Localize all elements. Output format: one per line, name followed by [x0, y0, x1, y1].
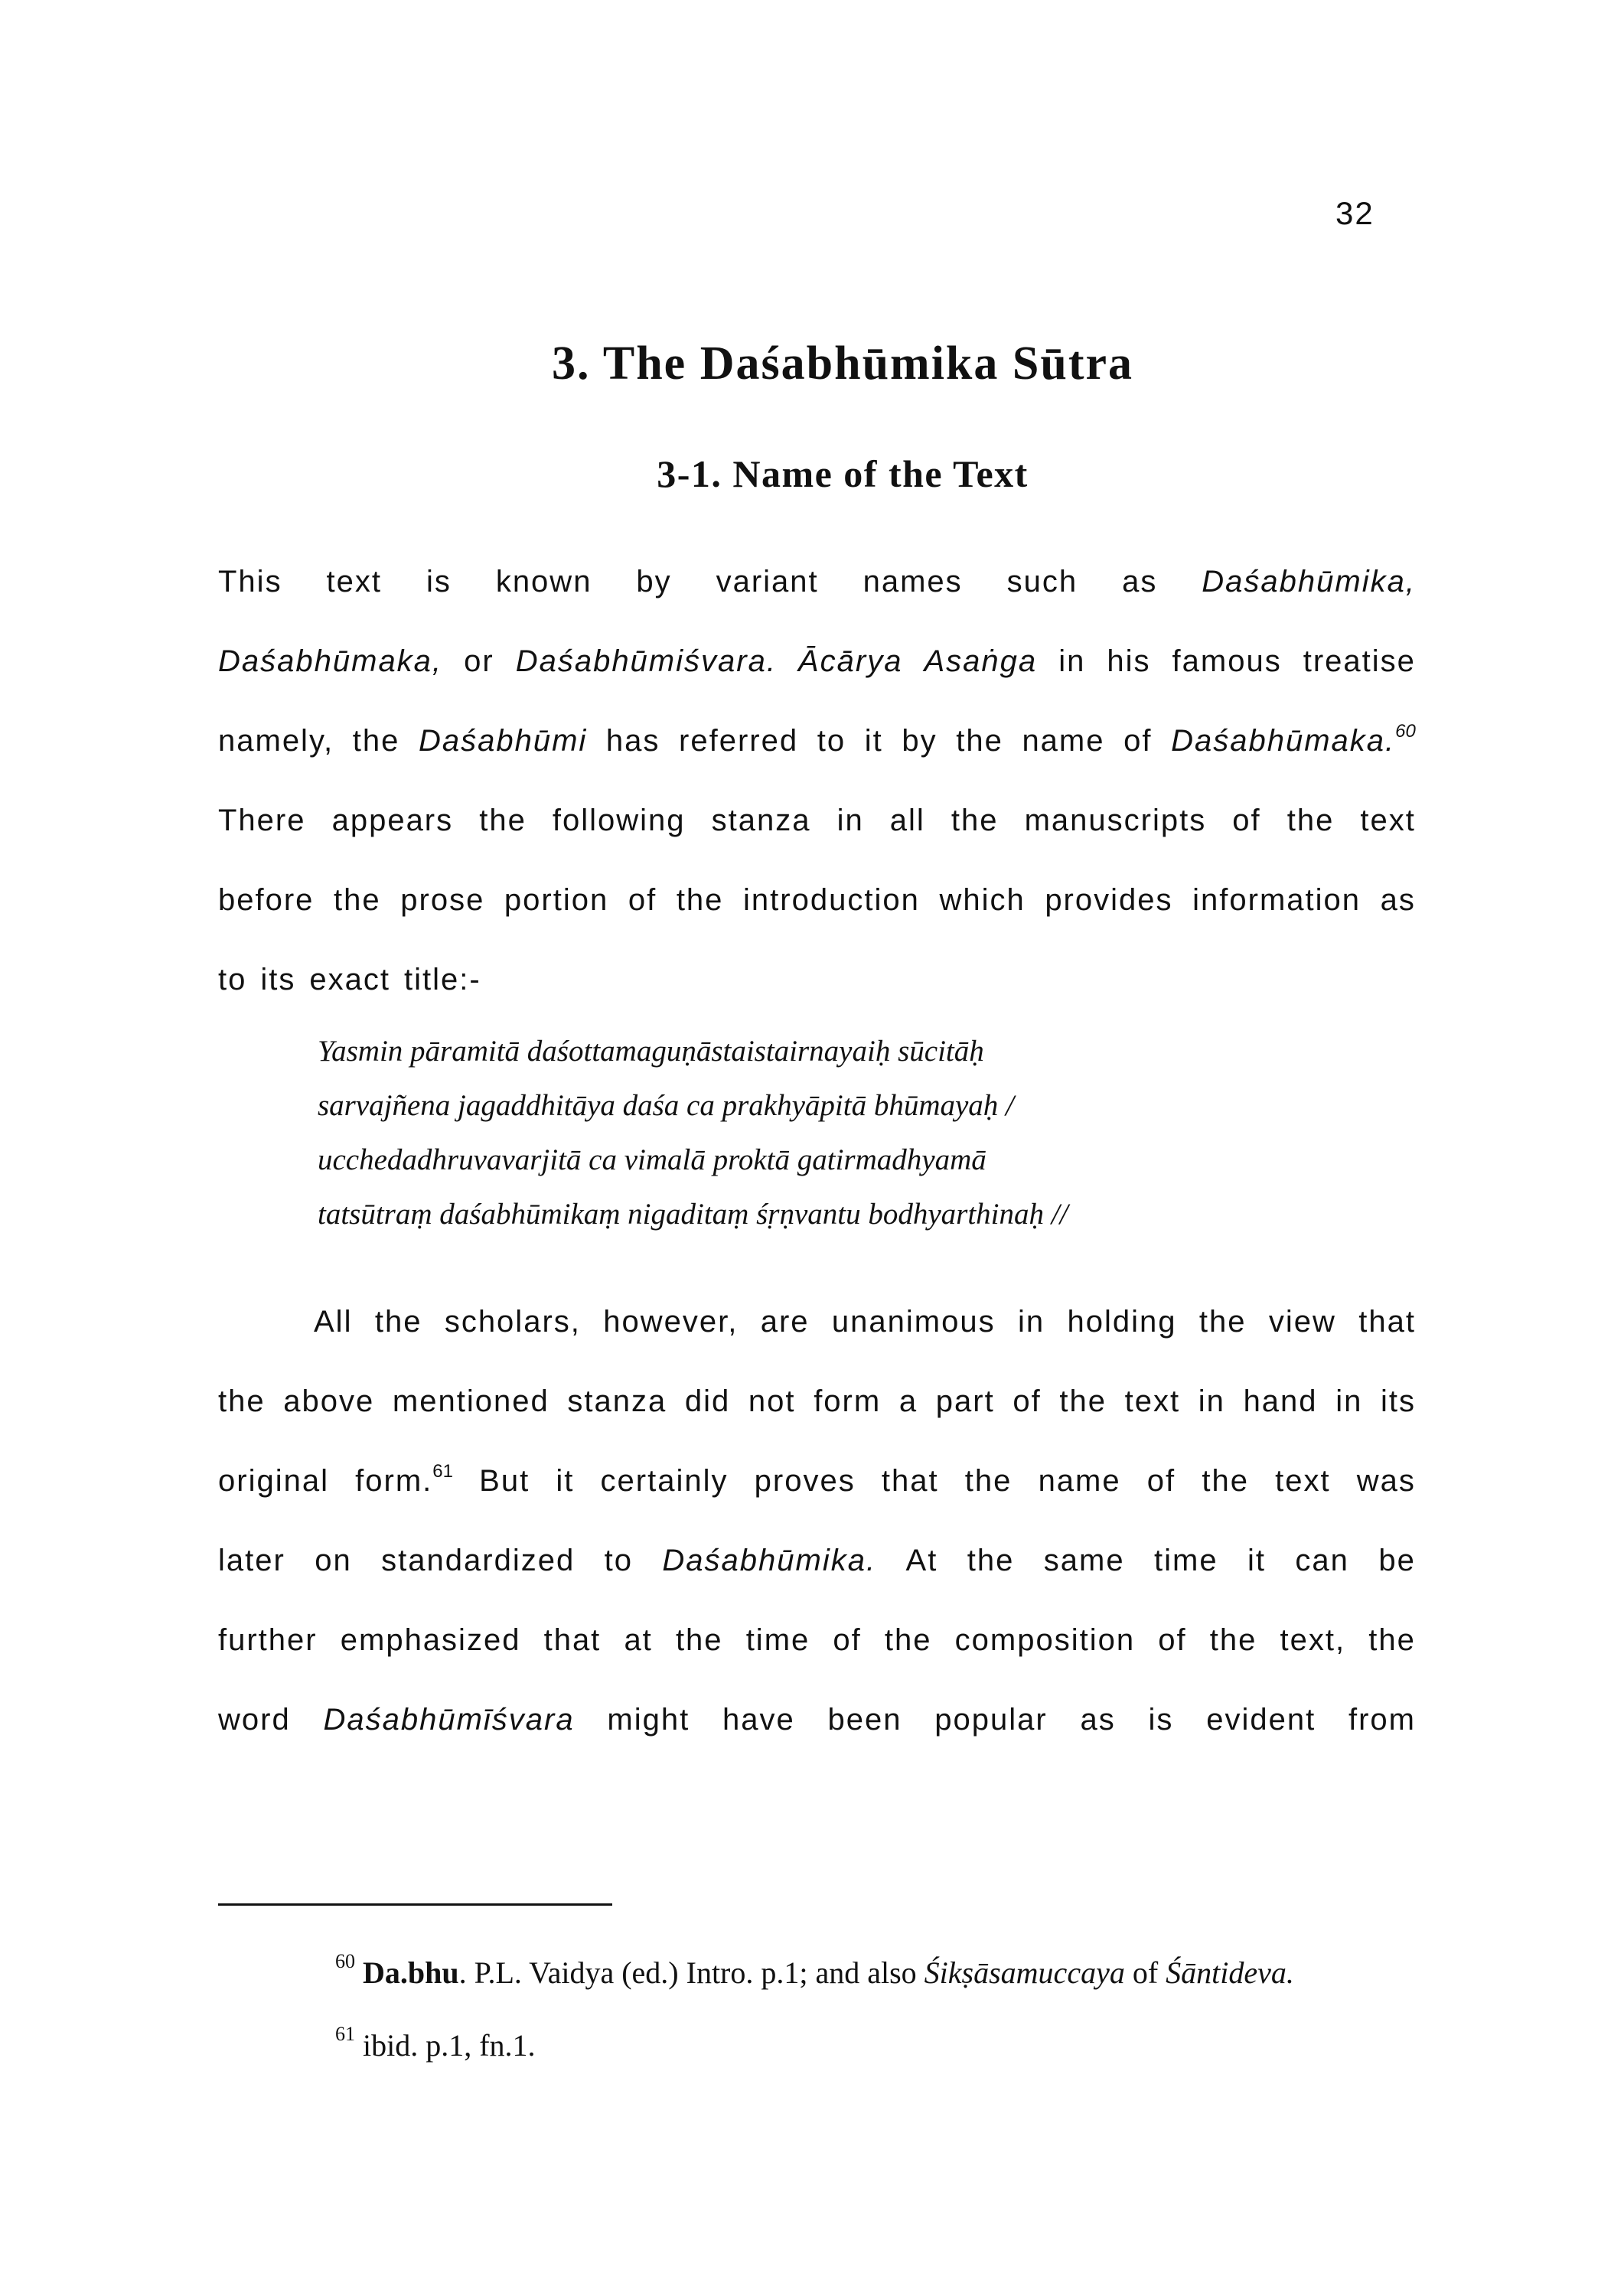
word: at [624, 1623, 653, 1657]
word: introduction [743, 883, 920, 917]
word: Daśabhūmiśvara. [515, 644, 777, 678]
word: stanza [567, 1384, 667, 1418]
word: the [1209, 1623, 1257, 1657]
text-line [218, 860, 1416, 940]
word: is [1148, 1703, 1174, 1737]
text-line [218, 542, 1416, 621]
paragraph-1 [218, 542, 1416, 1019]
word: not [748, 1384, 796, 1418]
word: unanimous [831, 1305, 996, 1339]
word: the [951, 804, 999, 837]
word: been [827, 1703, 902, 1737]
word: the [479, 804, 527, 837]
word: of [833, 1623, 862, 1657]
word: time [1154, 1544, 1218, 1577]
word: emphasized [340, 1623, 521, 1657]
word: form [814, 1384, 882, 1418]
word: text [1360, 804, 1416, 837]
word: known [495, 565, 592, 598]
word: the [956, 724, 1003, 758]
word: might [607, 1703, 690, 1737]
footnote-text: Śāntideva. [1166, 1955, 1294, 1990]
text-line [218, 781, 1416, 860]
word: all [889, 804, 925, 837]
text-line [218, 1282, 1416, 1362]
word: same [1043, 1544, 1125, 1577]
word: its [1381, 1384, 1416, 1418]
word: by [902, 724, 938, 758]
word: famous [1172, 644, 1282, 678]
word: time [745, 1623, 810, 1657]
word: Daśabhūmi [418, 724, 588, 758]
word: such [1006, 565, 1078, 598]
word: the [1368, 1623, 1416, 1657]
word: Daśabhūmīśvara [323, 1703, 575, 1737]
word: the [374, 1305, 422, 1339]
word: word [218, 1703, 291, 1737]
word: prose [400, 883, 485, 917]
stanza [318, 1024, 1389, 1241]
word: by [636, 565, 672, 598]
word: form.$^{61}$ [355, 1461, 453, 1498]
word: the [964, 1464, 1013, 1498]
word: of [1146, 1464, 1176, 1498]
word: appears [331, 804, 454, 837]
word: has [605, 724, 660, 758]
footnote-text: Śikṣāsamuccaya [924, 1955, 1125, 1990]
word: be [1378, 1544, 1416, 1577]
word: exact [309, 963, 390, 996]
text-line [218, 621, 1416, 701]
word: proves [754, 1464, 856, 1498]
word: in [1017, 1305, 1045, 1339]
word: the [967, 1544, 1015, 1577]
word: to [604, 1544, 633, 1577]
word: the [884, 1623, 932, 1657]
word: title:- [403, 963, 481, 996]
word: his [1107, 644, 1151, 678]
footnote-ref: 60 [1395, 721, 1416, 742]
word: But [479, 1464, 530, 1498]
word: however, [603, 1305, 739, 1339]
word: stanza [711, 804, 811, 837]
word: the [1059, 1384, 1107, 1418]
word: Daśabhūmika. [662, 1544, 877, 1577]
word: that [543, 1623, 602, 1657]
word: view [1268, 1305, 1336, 1339]
text-line [218, 1521, 1416, 1600]
word: its [260, 963, 296, 996]
word: was [1356, 1464, 1416, 1498]
word: referred [679, 724, 799, 758]
word: a [898, 1384, 918, 1418]
word: text [1124, 1384, 1181, 1418]
text-line [218, 1680, 1416, 1760]
word: of [628, 883, 657, 917]
word: treatise [1303, 644, 1416, 678]
word: manuscripts [1024, 804, 1207, 837]
word: All [314, 1305, 353, 1339]
stanza-line: tatsūtraṃ daśabhūmikaṃ nigaditaṃ śṛṇvantu bodhyarthinaḥ // [318, 1198, 1068, 1231]
word: the [334, 883, 381, 917]
word: information [1192, 883, 1361, 917]
word: name [1022, 724, 1105, 758]
word: as [1122, 565, 1158, 598]
footnote-text: . P.L. Vaidya (ed.) Intro. p.1; and also [458, 1955, 925, 1990]
word: before [218, 883, 315, 917]
word: to [218, 963, 247, 996]
word: of [1013, 1384, 1042, 1418]
word: on [315, 1544, 352, 1577]
word: Ācārya [797, 644, 903, 678]
word: in [836, 804, 864, 837]
word: following [552, 804, 686, 837]
word: Daśabhūmaka.$^{60}$ [1171, 721, 1416, 758]
section-title: 3-1. Name of the Text [657, 452, 1029, 495]
footnote-text: of [1124, 1955, 1166, 1990]
word: text [326, 565, 383, 598]
word: popular [934, 1703, 1048, 1737]
footnote [335, 1936, 1294, 2009]
word: the [1198, 1305, 1247, 1339]
text-line [218, 1441, 1416, 1521]
word: part [935, 1384, 995, 1418]
word: text [1275, 1464, 1331, 1498]
word: which [939, 883, 1026, 917]
word: original [218, 1464, 329, 1498]
word: provides [1045, 883, 1173, 917]
word: the [1286, 804, 1335, 837]
word: standardized [381, 1544, 576, 1577]
word: evident [1206, 1703, 1316, 1737]
footnotes [335, 1936, 1294, 2082]
word: is [426, 565, 452, 598]
word: of [1232, 804, 1261, 837]
word: it [864, 724, 883, 758]
word: of [1123, 724, 1153, 758]
footnote-ref: 61 [432, 1461, 453, 1482]
word: Daśabhūmaka, [218, 644, 443, 678]
word: have [722, 1703, 795, 1737]
word: holding [1067, 1305, 1177, 1339]
stanza-line: sarvajñena jagaddhitāya daśa ca prakhyāpitā bhūmayaḥ / [318, 1089, 1014, 1122]
text-line [218, 1362, 1416, 1441]
word: as [1380, 883, 1416, 917]
word: name [1038, 1464, 1121, 1498]
word: later [218, 1544, 285, 1577]
word: certainly [600, 1464, 729, 1498]
word: text, [1280, 1623, 1346, 1657]
footnote-number: 60 [335, 1950, 355, 1972]
page-number: 32 [1335, 195, 1375, 231]
word: to [817, 724, 846, 758]
word: hand [1243, 1384, 1318, 1418]
word: the [1202, 1464, 1249, 1498]
word: are [760, 1305, 810, 1339]
word: This [218, 565, 282, 598]
footnote-text: Da.bhu [363, 1955, 459, 1990]
word: in [1335, 1384, 1363, 1418]
word: Asaṅga [924, 644, 1038, 678]
word: the [676, 883, 724, 917]
stanza-line: ucchedadhruvavarjitā ca vimalā proktā gatirmadhyamā [318, 1143, 986, 1176]
word: the [352, 724, 400, 758]
word: in [1198, 1384, 1225, 1418]
footnote-number: 61 [335, 2023, 355, 2045]
footnote-text: ibid. p.1, fn.1. [363, 2028, 536, 2063]
text-line [218, 1600, 1416, 1680]
word: can [1295, 1544, 1349, 1577]
paragraph-2 [218, 1282, 1416, 1760]
word: further [218, 1623, 318, 1657]
word: the [218, 1384, 266, 1418]
word: did [684, 1384, 731, 1418]
word: the [675, 1623, 723, 1657]
word: There [218, 804, 306, 837]
word: Daśabhūmika, [1202, 565, 1416, 598]
word: or [464, 644, 494, 678]
word: names [863, 565, 963, 598]
word: as [1080, 1703, 1116, 1737]
stanza-line: Yasmin pāramitā daśottamaguṇāstaistairnayaiḥ sūcitāḥ [318, 1035, 984, 1068]
word: that [881, 1464, 939, 1498]
word: At [905, 1544, 938, 1577]
word: it [556, 1464, 575, 1498]
word: composition [954, 1623, 1136, 1657]
word: portion [504, 883, 609, 917]
text-line [218, 701, 1416, 781]
word: variant [716, 565, 819, 598]
footnote [335, 2009, 1294, 2082]
word: mentioned [392, 1384, 549, 1418]
word: of [1158, 1623, 1187, 1657]
text-line [218, 940, 1416, 1019]
word: namely, [218, 724, 334, 758]
footnote-rule [218, 1903, 612, 1906]
word: from [1348, 1703, 1416, 1737]
chapter-title: 3. The Daśabhūmika Sūtra [551, 338, 1134, 390]
word: that [1358, 1305, 1416, 1339]
word: in [1058, 644, 1086, 678]
word: scholars, [444, 1305, 581, 1339]
word: it [1247, 1544, 1266, 1577]
word: above [283, 1384, 375, 1418]
